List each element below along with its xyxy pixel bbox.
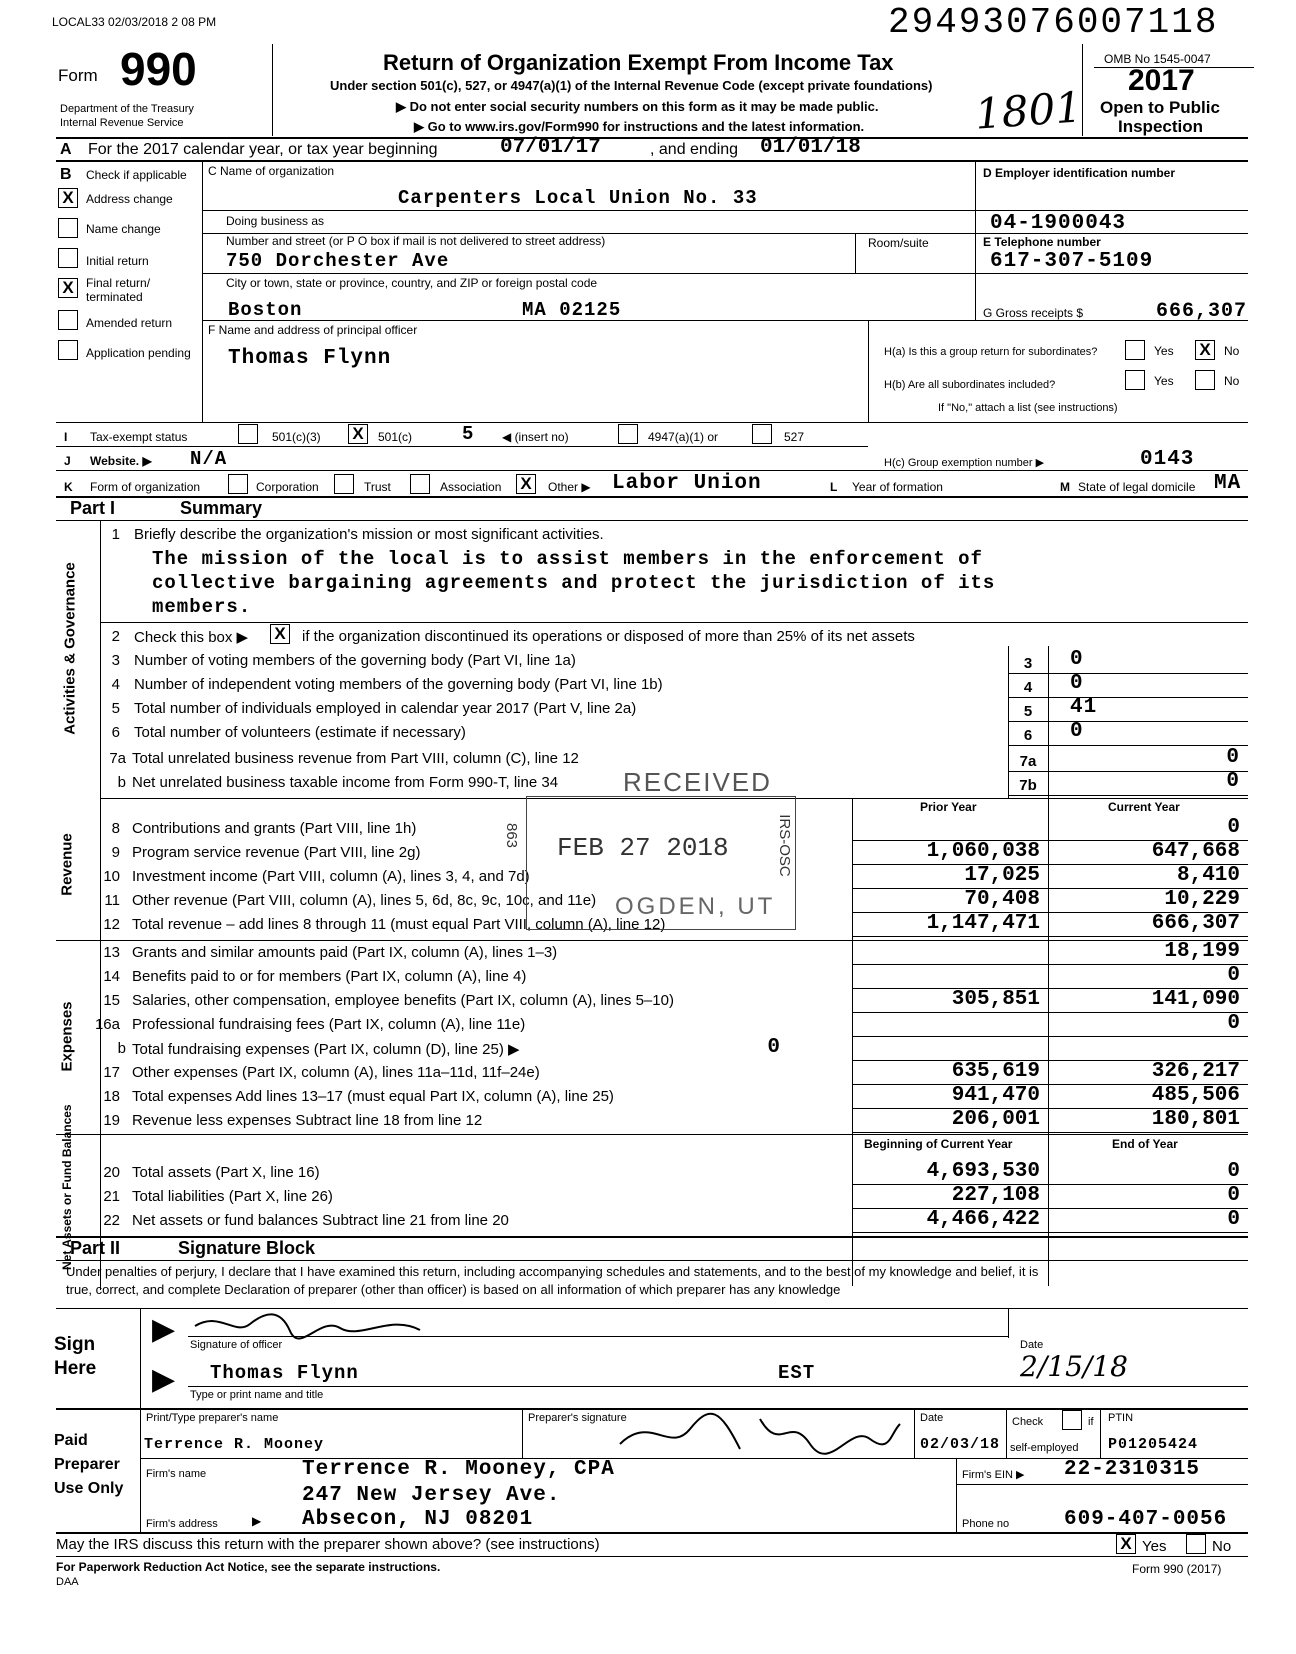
fundraising-inline-value: 0: [767, 1036, 780, 1059]
ha-no-label: No: [1224, 344, 1240, 358]
ha-question: H(a) Is this a group return for subordinates?: [884, 346, 1098, 358]
telephone-label: E Telephone number: [983, 235, 1101, 249]
street-address: 750 Dorchester Ave: [226, 250, 450, 272]
501c-checkbox[interactable]: X: [348, 424, 368, 444]
preparer-date: 02/03/18: [920, 1436, 1001, 1453]
ha-yes-checkbox[interactable]: [1125, 340, 1145, 360]
dln-number: 29493076007118: [888, 2, 1219, 43]
irs-link-instruction: ▶ Go to www.irs.gov/Form990 for instructions and the latest information.: [414, 119, 865, 134]
fin-current-value: 0: [1227, 816, 1240, 839]
officer-printed-name: Thomas Flynn: [210, 1362, 359, 1384]
tax-year-end: 01/01/18: [760, 136, 861, 159]
tax-year-begin: 07/01/17: [500, 136, 601, 159]
fin-line-text: Total assets (Part X, line 16): [132, 1164, 320, 1181]
firm-address-label: Firm's address: [146, 1518, 218, 1530]
dept-treasury: Department of the Treasury: [60, 103, 194, 115]
form-of-org-label: Form of organization: [90, 480, 201, 494]
handwritten-code: 1801: [973, 82, 1084, 139]
fin-line-text: Other expenses (Part IX, column (A), lines 11a–11d, 11f–24e): [132, 1064, 540, 1081]
form-title: Return of Organization Exempt From Income Tax: [383, 50, 894, 75]
association-label: Association: [440, 480, 502, 494]
fin-line-text: Benefits paid to or for members (Part IX, column (A), line 4): [132, 968, 527, 985]
ptin-label: PTIN: [1108, 1412, 1134, 1424]
527-label: 527: [784, 430, 805, 444]
fin-line-number: 15: [103, 992, 120, 1009]
application-pending-label: Application pending: [86, 346, 191, 360]
fin-prior-value: 941,470: [951, 1084, 1040, 1107]
fin-line-number: 9: [111, 844, 120, 861]
address-change-label: Address change: [86, 192, 173, 206]
open-to-public: Open to Public: [1100, 98, 1220, 117]
fin-line-number: b: [117, 1040, 126, 1057]
firm-name-label: Firm's name: [146, 1468, 207, 1480]
amended-return-label: Amended return: [86, 316, 173, 330]
form-subtitle: Under section 501(c), 527, or 4947(a)(1) of the Internal Revenue Code (except private foundations): [330, 78, 933, 93]
fin-line-number: 8: [111, 820, 120, 837]
527-checkbox[interactable]: [752, 424, 772, 444]
penalty-text-1: Under penalties of perjury, I declare that I have examined this return, including accompanying schedules and statements, and to the best of my knowledge and belief, it is: [66, 1264, 1039, 1279]
state-zip: MA 02125: [522, 299, 622, 321]
fin-line-text: Professional fundraising fees (Part IX, column (A), line 11e): [132, 1016, 526, 1033]
sign-arrow-icon: ▶: [152, 1313, 176, 1346]
fin-line-text: Program service revenue (Part VIII, line 2g): [132, 844, 421, 861]
fin-current-value: 666,307: [1151, 912, 1240, 935]
fin-line-text: Net assets or fund balances Subtract line 21 from line 20: [132, 1212, 509, 1229]
corporation-label: Corporation: [256, 480, 319, 494]
side-net-assets: Net Assets or Fund Balances: [60, 1104, 74, 1270]
discuss-no-checkbox[interactable]: [1186, 1534, 1206, 1554]
fin-line-text: Grants and similar amounts paid (Part IX, column (A), lines 1–3): [132, 944, 558, 961]
stamp-right-code: IRS-OSC: [775, 814, 793, 877]
address-change-checkbox[interactable]: X: [58, 188, 78, 208]
fin-prior-value: 1,060,038: [926, 840, 1040, 863]
fin-current-value: 180,801: [1151, 1108, 1240, 1131]
fin-line-text: Other revenue (Part VIII, column (A), lines 5, 6d, 8c, 9c, 10c, and 11e): [132, 892, 597, 909]
initial-return-label: Initial return: [86, 254, 149, 268]
fin-prior-value: 4,466,422: [926, 1208, 1040, 1231]
col-end-year: End of Year: [1112, 1137, 1178, 1151]
gov-line-box-label: 4: [1023, 679, 1033, 696]
form-word: Form: [58, 66, 98, 85]
gov-line-text: Total number of volunteers (estimate if necessary): [134, 724, 466, 741]
state-domicile-label: State of legal domicile: [1078, 480, 1196, 494]
501c-insert-value: 5: [462, 423, 475, 445]
line2-text-a: Check this box ▶: [134, 629, 249, 646]
fin-line-number: 16a: [94, 1016, 120, 1033]
fin-prior-value: 4,693,530: [926, 1160, 1040, 1183]
fin-line-text: Salaries, other compensation, employee benefits (Part IX, column (A), lines 5–10): [132, 992, 674, 1009]
fin-prior-value: 1,147,471: [926, 912, 1040, 935]
type-name-title-label: Type or print name and title: [190, 1389, 324, 1401]
firm-address-line1: 247 New Jersey Ave.: [302, 1484, 561, 1507]
group-exemption-number: 0143: [1140, 448, 1195, 471]
fin-line-number: 11: [104, 892, 120, 909]
hb-yes-label: Yes: [1154, 374, 1174, 388]
mission-line1: The mission of the local is to assist members in the enforcement of: [152, 548, 983, 570]
stamp-city: OGDEN, UT: [615, 893, 776, 920]
check-label: Check: [1012, 1416, 1044, 1428]
trust-checkbox[interactable]: [334, 474, 354, 494]
form-number: 990: [120, 43, 197, 95]
part2-tag: Part II: [70, 1238, 121, 1258]
principal-officer: Thomas Flynn: [228, 347, 392, 370]
ptin-value: P01205424: [1108, 1436, 1199, 1453]
final-return-checkbox[interactable]: X: [58, 278, 78, 298]
gov-line-value: 0: [1070, 720, 1084, 743]
omb-number: OMB No 1545-0047: [1104, 52, 1211, 66]
self-employed-checkbox[interactable]: [1062, 1410, 1082, 1430]
fin-line-number: 22: [103, 1212, 120, 1229]
gov-line-value: 0: [1226, 746, 1240, 769]
use-only-label: Use Only: [54, 1480, 124, 1497]
name-change-label: Name change: [86, 222, 161, 236]
other-org-value: Labor Union: [612, 472, 762, 495]
gov-line-box-label: 3: [1023, 655, 1033, 672]
501c3-checkbox[interactable]: [238, 424, 258, 444]
hc-label: H(c) Group exemption number ▶: [884, 457, 1045, 469]
gov-line-number: b: [117, 774, 126, 791]
fin-line-text: Revenue less expenses Subtract line 18 from line 12: [132, 1112, 483, 1129]
fin-line-text: Total liabilities (Part X, line 26): [132, 1188, 333, 1205]
gross-receipts: 666,307: [1156, 300, 1248, 323]
city-label: City or town, state or province, country, and ZIP or foreign postal code: [226, 276, 598, 290]
fin-current-value: 8,410: [1176, 864, 1240, 887]
fin-prior-value: 206,001: [951, 1108, 1040, 1131]
gov-line-number: 7a: [109, 750, 126, 767]
gov-line-text: Total unrelated business revenue from Part VIII, column (C), line 12: [132, 750, 579, 767]
fin-current-value: 141,090: [1151, 988, 1240, 1011]
sign-label: Sign: [54, 1334, 96, 1355]
corporation-checkbox[interactable]: [228, 474, 248, 494]
stamp-date: FEB 27 2018: [557, 833, 729, 863]
firm-ein-label: Firm's EIN ▶: [962, 1469, 1025, 1481]
firm-address-line2: Absecon, NJ 08201: [302, 1508, 534, 1531]
barcode-label: LOCAL33 02/03/2018 2 08 PM: [52, 15, 217, 29]
fin-line-number: 18: [103, 1088, 120, 1105]
hb-note: If "No," attach a list (see instructions): [938, 402, 1118, 414]
sign-arrow-icon-2: ▶: [152, 1363, 176, 1396]
other-org-checkbox[interactable]: X: [516, 474, 536, 494]
firm-phone-label: Phone no: [962, 1518, 1010, 1530]
fin-prior-value: 70,408: [964, 888, 1040, 911]
fin-current-value: 0: [1227, 964, 1240, 987]
tax-year: 2017: [1128, 64, 1195, 97]
fin-current-value: 0: [1227, 1160, 1240, 1183]
other-org-label: Other ▶: [548, 480, 591, 494]
mission-line3: members.: [152, 596, 252, 618]
fin-line-text: Total expenses Add lines 13–17 (must equal Part IX, column (A), line 25): [132, 1088, 614, 1105]
stamp-left-code: 863: [503, 822, 521, 849]
discontinued-checkbox[interactable]: X: [270, 624, 290, 644]
check-if-applicable: Check if applicable: [86, 168, 187, 182]
fin-line-number: 13: [103, 944, 120, 961]
line-j-label: J: [64, 454, 71, 468]
gov-line-value: 0: [1226, 770, 1240, 793]
part2-title: Signature Block: [178, 1238, 316, 1258]
fin-line-number: 20: [103, 1164, 120, 1181]
preparer-date-label: Date: [920, 1412, 944, 1424]
stamp-received: RECEIVED: [623, 767, 772, 797]
fin-line-text: Contributions and grants (Part VIII, line 1h): [132, 820, 417, 837]
city: Boston: [228, 299, 303, 321]
preparer-signature-image: [610, 1404, 910, 1464]
gov-line-value: 41: [1070, 696, 1098, 719]
firm-ein: 22-2310315: [1064, 1458, 1201, 1481]
gov-line-text: Number of voting members of the governing body (Part VI, line 1a): [134, 652, 576, 669]
ein-number: 04-1900043: [990, 212, 1127, 235]
inspection-label: Inspection: [1118, 117, 1204, 136]
sign-date: 2/15/18: [1020, 1350, 1128, 1383]
col-begin-year: Beginning of Current Year: [864, 1137, 1013, 1151]
4947-label: 4947(a)(1) or: [648, 430, 719, 444]
gov-line-number: 5: [111, 700, 120, 717]
dba-label: Doing business as: [226, 214, 325, 228]
line-m-label: M: [1060, 480, 1070, 494]
col-prior-year: Prior Year: [920, 800, 977, 814]
fin-line-text: Total revenue – add lines 8 through 11 (must equal Part VIII, column (A), line 12): [132, 916, 666, 933]
discuss-yes-label: Yes: [1142, 1538, 1167, 1555]
line-a-label: A: [60, 141, 72, 158]
fin-current-value: 485,506: [1151, 1084, 1240, 1107]
irs-discuss-question: May the IRS discuss this return with the preparer shown above? (see instructions): [56, 1536, 600, 1553]
officer-signature-label: Signature of officer: [190, 1339, 283, 1351]
fin-current-value: 18,199: [1164, 940, 1240, 963]
year-formation-label: Year of formation: [852, 480, 943, 494]
gov-line-box-label: 5: [1023, 703, 1033, 720]
fin-current-value: 0: [1227, 1208, 1240, 1231]
discuss-yes-checkbox[interactable]: X: [1116, 1534, 1136, 1554]
amended-return-checkbox[interactable]: [58, 310, 78, 330]
gov-line-box-label: 7b: [1019, 777, 1037, 794]
fin-line-number: 14: [103, 968, 120, 985]
officer-title: EST: [778, 1362, 816, 1384]
line2-text-b: if the organization discontinued its operations or disposed of more than 25% of its net assets: [302, 628, 915, 645]
firm-phone: 609-407-0056: [1064, 1508, 1228, 1531]
paid-label: Paid: [54, 1432, 88, 1449]
hb-question: H(b) Are all subordinates included?: [884, 379, 1056, 391]
line-i-label: I: [64, 430, 68, 444]
room-suite-label: Room/suite: [868, 236, 929, 250]
name-change-checkbox[interactable]: [58, 218, 78, 238]
preparer-printed-name: Terrence R. Mooney: [144, 1436, 325, 1453]
fin-current-value: 326,217: [1151, 1060, 1240, 1083]
mission-line2: collective bargaining agreements and protect the jurisdiction of its: [152, 572, 996, 594]
gov-line-value: 0: [1070, 672, 1084, 695]
gov-line-box-label: 7a: [1019, 753, 1037, 770]
here-label: Here: [54, 1358, 97, 1379]
daa-label: DAA: [56, 1576, 79, 1588]
tax-exempt-status-label: Tax-exempt status: [90, 430, 188, 444]
state-domicile-value: MA: [1214, 472, 1242, 495]
preparer-name-label: Print/Type preparer's name: [146, 1412, 279, 1424]
side-activities-governance: Activities & Governance: [61, 562, 79, 735]
section-b-label: B: [60, 166, 72, 183]
side-revenue: Revenue: [58, 833, 76, 896]
association-checkbox[interactable]: [410, 474, 430, 494]
gov-line-value: 0: [1070, 648, 1084, 671]
hb-no-checkbox[interactable]: [1195, 370, 1215, 390]
ssn-warning: ▶ Do not enter social security numbers on this form as it may be made public.: [396, 99, 879, 114]
and-ending-text: , and ending: [650, 141, 739, 158]
preparer-label: Preparer: [54, 1456, 120, 1473]
fin-current-value: 10,229: [1164, 888, 1240, 911]
line-a-text: For the 2017 calendar year, or tax year beginning: [88, 141, 438, 158]
hb-no-label: No: [1224, 374, 1240, 388]
fin-line-number: 17: [103, 1064, 120, 1081]
fin-line-text: Total fundraising expenses (Part IX, column (D), line 25) ▶: [132, 1041, 520, 1058]
received-stamp: [503, 767, 796, 930]
sign-date-label: Date: [1020, 1339, 1044, 1351]
fin-prior-value: 305,851: [951, 988, 1040, 1011]
application-pending-checkbox[interactable]: [58, 340, 78, 360]
line-k-label: K: [64, 480, 73, 494]
line1-number: 1: [111, 526, 120, 543]
org-name: Carpenters Local Union No. 33: [398, 187, 758, 209]
part1-title: Summary: [180, 498, 263, 518]
gov-line-number: 4: [111, 676, 120, 693]
ha-no-checkbox[interactable]: X: [1195, 340, 1215, 360]
fin-prior-value: 17,025: [964, 864, 1040, 887]
fin-current-value: 0: [1227, 1184, 1240, 1207]
gov-line-number: 6: [111, 724, 120, 741]
4947-checkbox[interactable]: [618, 424, 638, 444]
form-reference: Form 990 (2017): [1132, 1562, 1222, 1576]
fin-line-number: 21: [103, 1188, 120, 1205]
initial-return-checkbox[interactable]: [58, 248, 78, 268]
gov-line-text: Net unrelated business taxable income from Form 990-T, line 34: [132, 774, 559, 791]
penalty-text-2: true, correct, and complete Declaration of preparer (other than officer) is based on all information of which preparer has any knowledge: [66, 1282, 841, 1297]
line-l-label: L: [830, 480, 838, 494]
street-label: Number and street (or P O box if mail is not delivered to street address): [226, 234, 606, 248]
line1-text: Briefly describe the organization's mission or most significant activities.: [134, 526, 604, 543]
fin-prior-value: 635,619: [951, 1060, 1040, 1083]
fin-current-value: 0: [1227, 1012, 1240, 1035]
ha-yes-label: Yes: [1154, 344, 1174, 358]
gov-line-text: Total number of individuals employed in calendar year 2017 (Part V, line 2a): [134, 700, 637, 717]
line2-number: 2: [111, 628, 120, 645]
gov-line-box-label: 6: [1023, 727, 1033, 744]
terminated-label: terminated: [86, 290, 143, 304]
org-name-label: C Name of organization: [208, 164, 335, 178]
ein-label: D Employer identification number: [983, 166, 1176, 180]
insert-no-label: ◀ (insert no): [502, 430, 569, 444]
trust-label: Trust: [364, 480, 391, 494]
gov-line-text: Number of independent voting members of the governing body (Part VI, line 1b): [134, 676, 663, 693]
if-label: if: [1088, 1416, 1094, 1428]
fin-line-number: 12: [103, 916, 120, 933]
telephone-number: 617-307-5109: [990, 250, 1154, 273]
fin-line-number: 19: [103, 1112, 120, 1129]
self-employed-label: self-employed: [1010, 1442, 1079, 1454]
website-label: Website. ▶: [90, 454, 152, 468]
preparer-signature-label: Preparer's signature: [528, 1412, 627, 1424]
fin-current-value: 647,668: [1151, 840, 1240, 863]
col-current-year: Current Year: [1108, 800, 1180, 814]
501c-label: 501(c): [378, 430, 413, 444]
discuss-no-label: No: [1212, 1538, 1232, 1555]
part1-tag: Part I: [70, 498, 116, 518]
501c3-label: 501(c)(3): [272, 430, 321, 444]
irs-service: Internal Revenue Service: [60, 117, 184, 129]
fin-line-number: 10: [103, 868, 120, 885]
website-value: N/A: [190, 448, 228, 470]
fin-prior-value: 227,108: [951, 1184, 1040, 1207]
principal-officer-label: F Name and address of principal officer: [208, 323, 418, 337]
final-return-label: Final return/: [86, 276, 151, 290]
paperwork-notice: For Paperwork Reduction Act Notice, see the separate instructions.: [56, 1560, 441, 1574]
gov-line-number: 3: [111, 652, 120, 669]
gross-receipts-label: G Gross receipts $: [983, 306, 1084, 320]
hb-yes-checkbox[interactable]: [1125, 370, 1145, 390]
side-expenses: Expenses: [58, 1001, 76, 1072]
fin-line-text: Investment income (Part VIII, column (A), lines 3, 4, and 7d): [132, 868, 530, 885]
firm-name: Terrence R. Mooney, CPA: [302, 1458, 615, 1481]
firm-address-arrow-icon: ▶: [252, 1514, 262, 1528]
